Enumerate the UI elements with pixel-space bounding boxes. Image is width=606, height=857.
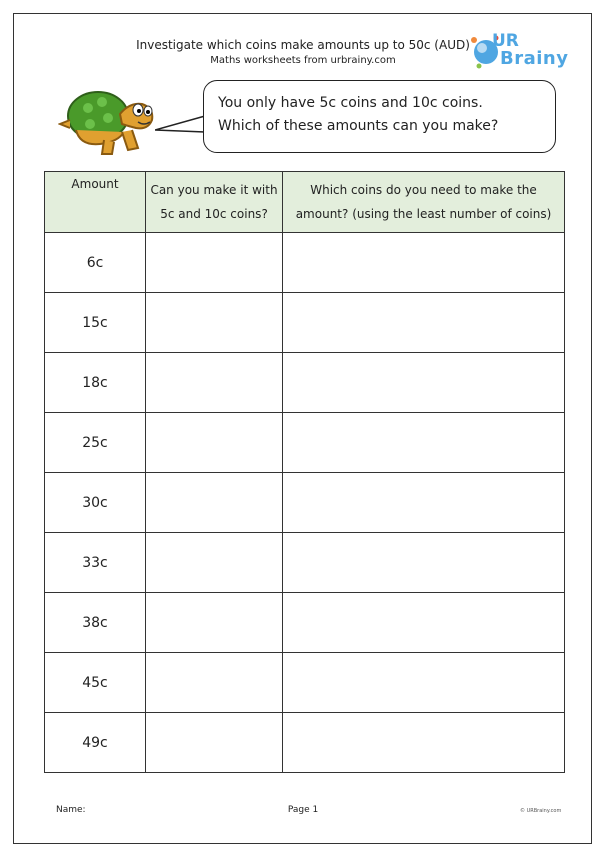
- table-row: [45, 473, 565, 533]
- speech-bubble: [203, 80, 556, 153]
- header-which-coins-line-1: Which coins do you need to make the: [310, 183, 537, 197]
- logo-brainy-text: Brainy: [500, 48, 569, 69]
- which-coins-answer-cell[interactable]: [283, 293, 565, 353]
- which-coins-answer-cell[interactable]: [283, 353, 565, 413]
- can-make-answer-cell[interactable]: [146, 533, 283, 593]
- header-can-make-line-1: Can you make it with: [150, 183, 278, 197]
- footer-name-label: Name:: [56, 805, 86, 815]
- header-which-coins: [283, 172, 565, 233]
- table-row: [45, 713, 565, 773]
- can-make-answer-cell[interactable]: [146, 233, 283, 293]
- amount-cell: 49c: [45, 713, 146, 773]
- can-make-answer-cell[interactable]: [146, 413, 283, 473]
- which-coins-answer-cell[interactable]: [283, 413, 565, 473]
- can-make-answer-cell[interactable]: [146, 653, 283, 713]
- amount-cell: 30c: [45, 473, 146, 533]
- which-coins-answer-cell[interactable]: [283, 533, 565, 593]
- table-row: [45, 653, 565, 713]
- table-row: [45, 533, 565, 593]
- header-can-make-line-2: 5c and 10c coins?: [160, 207, 268, 221]
- can-make-answer-cell[interactable]: [146, 473, 283, 533]
- speech-line-2: Which of these amounts can you make?: [218, 118, 499, 134]
- which-coins-answer-cell[interactable]: [283, 233, 565, 293]
- coin-table: [44, 171, 565, 773]
- table-row: [45, 233, 565, 293]
- logo-ur-text: UR: [492, 31, 519, 51]
- can-make-answer-cell[interactable]: [146, 593, 283, 653]
- amount-cell: 45c: [45, 653, 146, 713]
- footer-copyright: © URBrainy.com: [520, 808, 562, 814]
- which-coins-answer-cell[interactable]: [283, 593, 565, 653]
- urbrainy-logo: [470, 26, 570, 78]
- worksheet-subtitle: Maths worksheets from urbrainy.com: [210, 55, 396, 66]
- can-make-answer-cell[interactable]: [146, 713, 283, 773]
- amount-cell: 18c: [45, 353, 146, 413]
- which-coins-answer-cell[interactable]: [283, 713, 565, 773]
- table-row: [45, 413, 565, 473]
- header-can-make: [146, 172, 283, 233]
- turtle-icon: [58, 84, 168, 159]
- which-coins-answer-cell[interactable]: [283, 473, 565, 533]
- amount-cell: 38c: [45, 593, 146, 653]
- speech-line-1: You only have 5c coins and 10c coins.: [218, 95, 483, 111]
- speech-bubble-tail: [155, 110, 207, 140]
- amount-cell: 15c: [45, 293, 146, 353]
- table-row: [45, 353, 565, 413]
- header-amount-label: Amount: [71, 177, 119, 191]
- amount-cell: 25c: [45, 413, 146, 473]
- can-make-answer-cell[interactable]: [146, 293, 283, 353]
- which-coins-answer-cell[interactable]: [283, 653, 565, 713]
- footer-page-number: Page 1: [287, 805, 319, 815]
- worksheet-title: Investigate which coins make amounts up to 50c (AUD): [136, 38, 470, 52]
- can-make-answer-cell[interactable]: [146, 353, 283, 413]
- header-which-coins-line-2: amount? (using the least number of coins): [295, 207, 552, 221]
- amount-cell: 6c: [45, 233, 146, 293]
- header-amount: [45, 172, 146, 233]
- table-row: [45, 593, 565, 653]
- table-row: [45, 293, 565, 353]
- amount-cell: 33c: [45, 533, 146, 593]
- table-header-row: [45, 172, 565, 233]
